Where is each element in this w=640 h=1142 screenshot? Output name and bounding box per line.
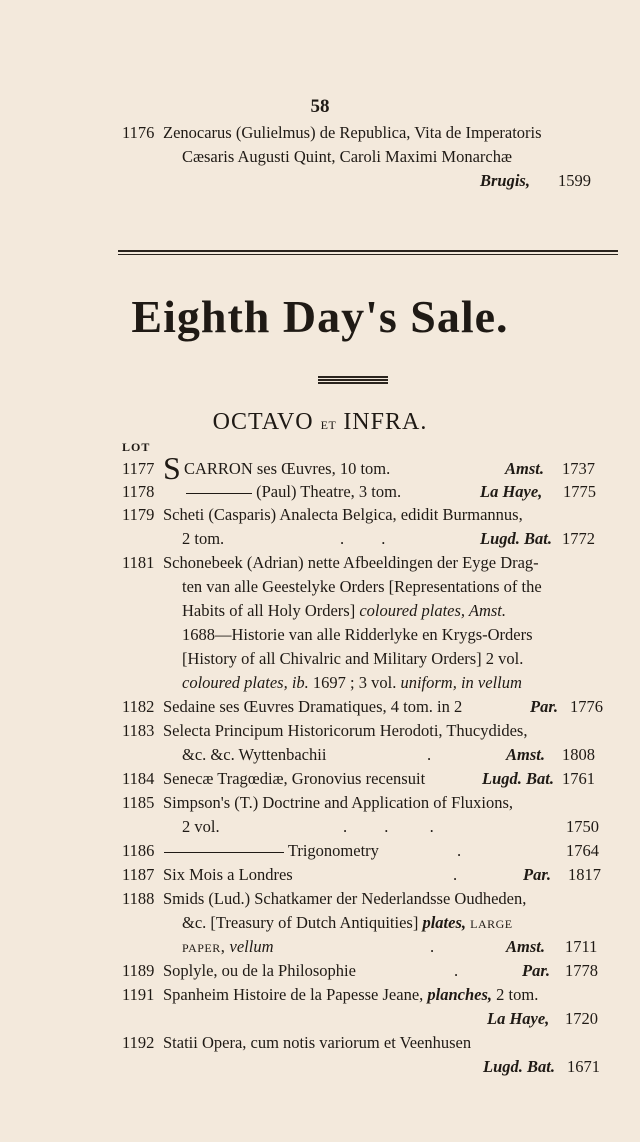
- entry-year: 1599: [558, 171, 591, 190]
- leader-dots: .: [454, 961, 459, 980]
- entry-place: Amst.: [506, 745, 545, 764]
- leader-dots: .: [457, 841, 462, 860]
- entry-volumes: 2 tom.: [182, 529, 225, 548]
- subheading-infra: INFRA.: [343, 409, 428, 435]
- entry-year: 1808: [562, 745, 595, 764]
- entry-year: 1671: [567, 1057, 600, 1076]
- entry-year: 1737: [562, 459, 595, 478]
- entry-year: 1817: [568, 865, 601, 884]
- leader-dots: .: [453, 865, 458, 884]
- entry-line: [History of all Chivalric and Military Orders] 2 vol.: [182, 649, 524, 668]
- lot-number: 1191: [122, 985, 155, 1004]
- entry-year: 1775: [563, 482, 596, 501]
- entry-year: 1776: [570, 697, 603, 716]
- entry-line: Statii Opera, cum notis variorum et Veenhusen: [163, 1033, 472, 1052]
- entry-line: Soplyle, ou de la Philosophie: [163, 961, 356, 980]
- entry-line: coloured plates, ib. 1697 ; 3 vol. uniform, in vellum: [182, 673, 522, 692]
- lot-number: 1192: [122, 1033, 155, 1052]
- entry-place: Lugd. Bat.: [480, 529, 552, 548]
- heading-ornament-rule: [318, 376, 388, 385]
- entry-place: Par.: [530, 697, 558, 716]
- page-number: 58: [310, 96, 330, 117]
- lot-number: 1183: [122, 721, 155, 740]
- lot-number: 1185: [122, 793, 155, 812]
- entry-year: 1764: [566, 841, 599, 860]
- entry-place: Lugd. Bat.: [482, 769, 554, 788]
- lot-column-label: LOT: [122, 440, 151, 454]
- entry-year: 1778: [565, 961, 598, 980]
- entry-place: Amst.: [506, 937, 545, 956]
- ditto-dash: [186, 493, 252, 494]
- lot-number: 1177: [122, 459, 155, 478]
- entry-line: Sedaine ses Œuvres Dramatiques, 4 tom. in 2: [163, 697, 463, 716]
- entry-volumes: 2 vol.: [182, 817, 220, 836]
- entry-line: Smids (Lud.) Schatkamer der Nederlandsse Oudheden,: [163, 889, 527, 908]
- entry-line: Zenocarus (Gulielmus) de Republica, Vita de Imperatoris: [163, 123, 542, 142]
- entry-year: 1761: [562, 769, 595, 788]
- entry-line: Scheti (Casparis) Analecta Belgica, edidit Burmannus,: [163, 505, 523, 524]
- lot-number: 1176: [122, 123, 155, 142]
- entry-place: Par.: [522, 961, 550, 980]
- ditto-dash: [164, 852, 284, 853]
- entry-line: CARRON ses Œuvres, 10 tom.: [184, 459, 391, 478]
- entry-place: La Haye,: [480, 482, 543, 501]
- lot-number: 1179: [122, 505, 155, 524]
- entry-line: &c. [Treasury of Dutch Antiquities] plates, large: [182, 913, 513, 932]
- lot-number: 1186: [122, 841, 155, 860]
- entry-line: Habits of all Holy Orders] coloured plates, Amst.: [182, 601, 506, 620]
- lot-number: 1184: [122, 769, 155, 788]
- entry-line: Trigonometry: [164, 840, 379, 862]
- entry-year: 1711: [565, 937, 598, 956]
- entry-place: Lugd. Bat.: [483, 1057, 555, 1076]
- leader-dots: . .: [340, 529, 386, 548]
- leader-dots: .: [430, 937, 435, 956]
- entry-year: 1720: [565, 1009, 598, 1028]
- entry-year: 1772: [562, 529, 595, 548]
- entry-line: Cæsaris Augusti Quint, Caroli Maximi Monarchæ: [182, 147, 512, 166]
- leader-dots: . . .: [343, 817, 434, 836]
- entry-line: Senecæ Tragœdiæ, Gronovius recensuit: [163, 769, 426, 788]
- section-divider: [118, 250, 618, 255]
- lot-number: 1187: [122, 865, 155, 884]
- lot-number: 1188: [122, 889, 155, 908]
- lot-number: 1189: [122, 961, 155, 980]
- entry-line: Schonebeek (Adrian) nette Afbeeldingen der Eyge Drag-: [163, 553, 539, 572]
- entry-year: 1750: [566, 817, 599, 836]
- entry-line: paper, vellum: [182, 937, 274, 956]
- lot-number: 1181: [122, 553, 155, 572]
- subheading-octavo: OCTAVO: [212, 409, 314, 435]
- lot-number: 1182: [122, 697, 155, 716]
- entry-line: Six Mois a Londres: [163, 865, 293, 884]
- entry-place: Brugis,: [480, 171, 530, 190]
- subheading-et: et: [320, 414, 337, 433]
- entry-line: 1688—Historie van alle Ridderlyke en Krygs-Orders: [182, 625, 533, 644]
- entry-line: ten van alle Geestelyke Orders [Representations of the: [182, 577, 542, 596]
- format-subheading: [0, 409, 640, 436]
- entry-line: Selecta Principum Historicorum Herodoti, Thucydides,: [163, 721, 528, 740]
- entry-line: Simpson's (T.) Doctrine and Application of Fluxions,: [163, 793, 514, 812]
- entry-place: La Haye,: [487, 1009, 550, 1028]
- entry-place: Par.: [523, 865, 551, 884]
- entry-line: Spanheim Histoire de la Papesse Jeane, planches, 2 tom.: [163, 985, 539, 1004]
- leader-dots: .: [427, 745, 432, 764]
- entry-line: &c. &c. Wyttenbachii: [182, 745, 327, 764]
- entry-place: Amst.: [505, 459, 544, 478]
- entry-line: (Paul) Theatre, 3 tom.: [186, 481, 401, 503]
- section-heading: Eighth Day's Sale.: [131, 291, 509, 342]
- drop-cap: S: [163, 450, 181, 486]
- lot-number: 1178: [122, 482, 155, 501]
